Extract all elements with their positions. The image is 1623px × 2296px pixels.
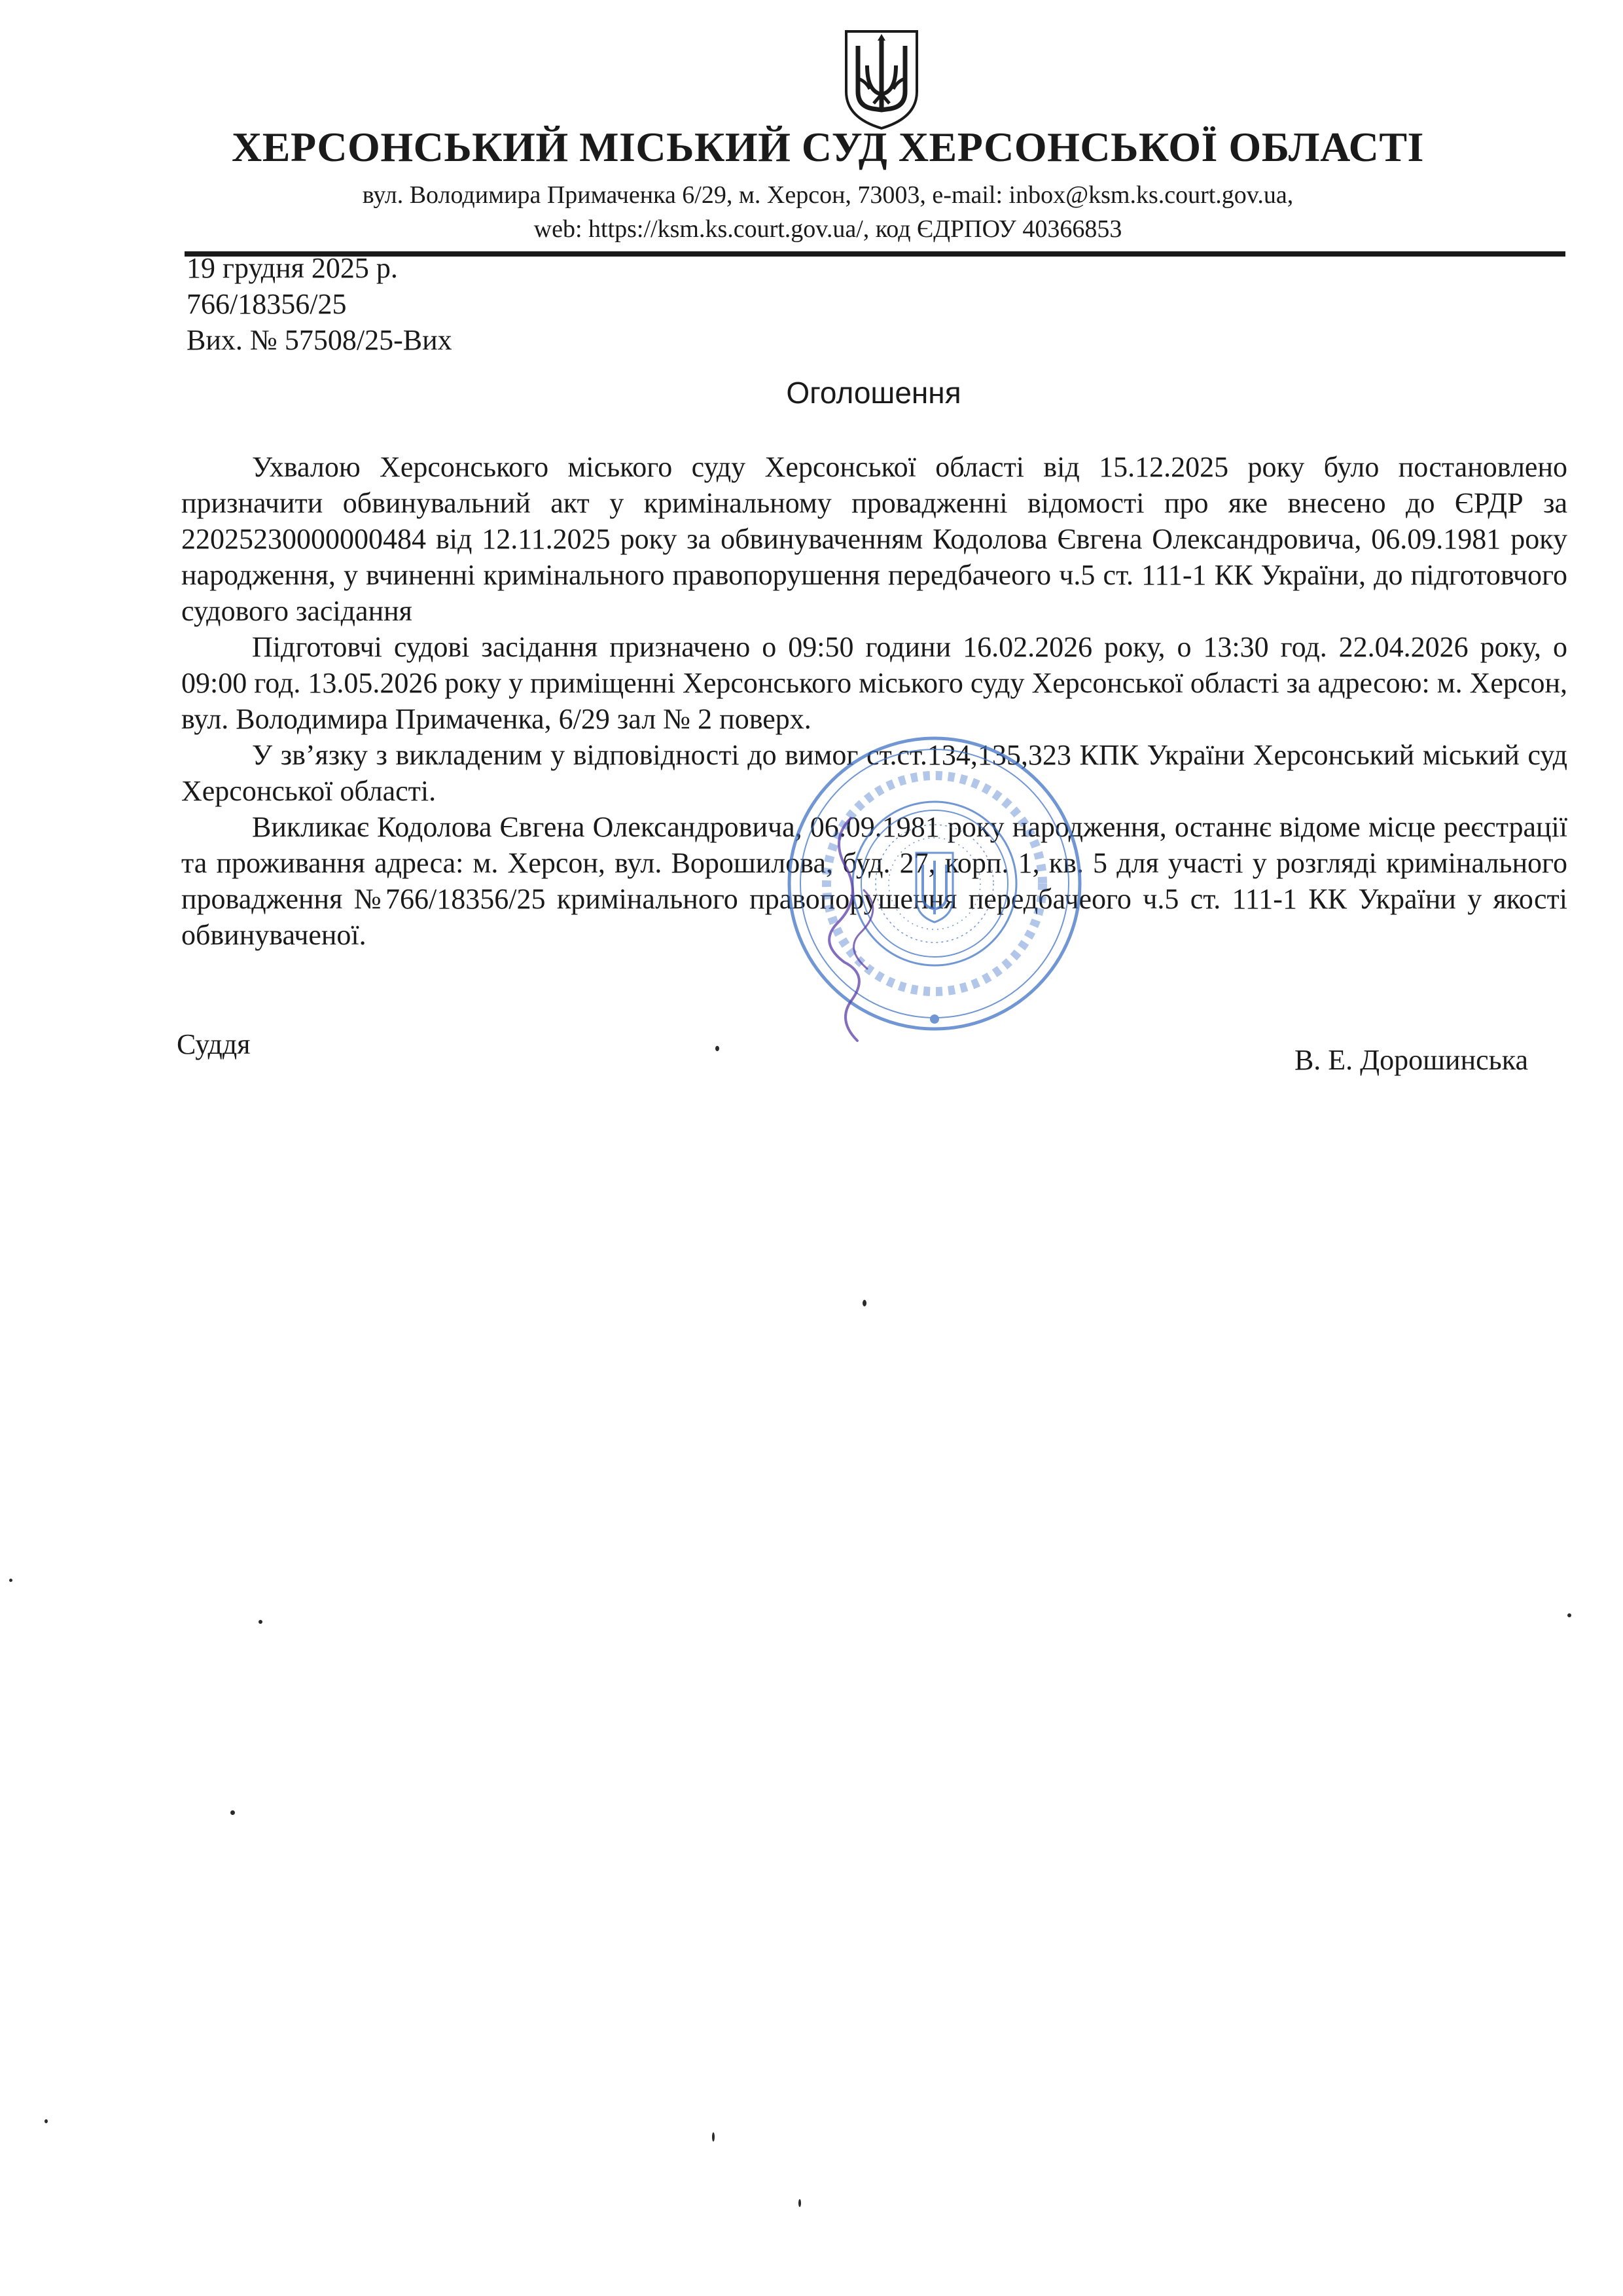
scan-speck [863,1300,866,1306]
paragraph-summons: Викликає Кодолова Євгена Олександровича, 06.09.1981 року народження, останнє відоме місце реєстрації та проживання адреса: м. Херсон, вул. Ворошилова, буд. 27, корп. 1, кв. 5 для участі у розгляді кримінального провадження №766/18356/25 кримінального правопорушення передбачеого ч.5 ст. 111-1 КК України у якості обвинуваченої. [181,811,1567,951]
court-name-heading: ХЕРСОНСЬКИЙ МІСЬКИЙ СУД ХЕРСОНСЬКОЇ ОБЛАСТІ [232,124,1424,170]
court-address-line-1: вул. Володимира Примаченка 6/29, м. Херсон, 73003, e-mail: inbox@ksm.ks.court.gov.ua, [362,181,1294,209]
scan-speck [9,1579,12,1582]
scan-speck [798,2199,801,2207]
judge-role-label: Суддя [177,1028,251,1060]
scan-speck [715,1046,719,1051]
scan-speck [259,1620,262,1624]
document-date: 19 грудня 2025 р. [187,252,398,284]
case-number: 766/18356/25 [187,288,347,320]
scan-speck [1567,1613,1571,1617]
judge-signature [805,812,910,1047]
court-address-line-2: web: https://ksm.ks.court.gov.ua/, код ЄДРПОУ 40366853 [533,215,1122,243]
scan-speck [712,2132,715,2142]
court-address [183,178,1472,246]
paragraph-hearings: Підготовчі судові засідання призначено о 09:50 години 16.02.2026 року, о 13:30 год. 22.04.2026 року, о 09:00 год. 13.05.2026 року у приміщенні Херсонського міського суду Херсонської області за адресою: м. Херсон, вул. Володимира Примаченка, 6/29 зал № 2 поверх. [181,631,1567,735]
scan-speck [230,1810,235,1815]
scan-speck [45,2119,48,2123]
outgoing-number: Вих. № 57508/25-Вих [187,324,452,356]
document-meta [187,250,452,358]
document-title: Оголошення [786,376,961,410]
trident-emblem-icon [840,26,923,131]
paragraph-ruling: Ухвалою Херсонського міського суду Херсонської області від 15.12.2025 року було постановлено призначити обвинувальний акт у кримінальному провадженні відомості про яке внесено до ЄРДР за 22025230000000484 від 12.11.2025 року за обвинуваченням Кодолова Євгена Олександровича, 06.09.1981 року народження, у вчиненні кримінального правопорушення передбачеого ч.5 ст. 111-1 КК України, до підготовчого судового засідання [181,451,1567,627]
paragraph-legal-basis: У зв’язку з викладеним у відповідності до вимог ст.ст.134,135,323 КПК України Херсонський міський суд Херсонської області. [181,739,1567,807]
judge-name: В. Е. Дорошинська [1294,1044,1528,1076]
